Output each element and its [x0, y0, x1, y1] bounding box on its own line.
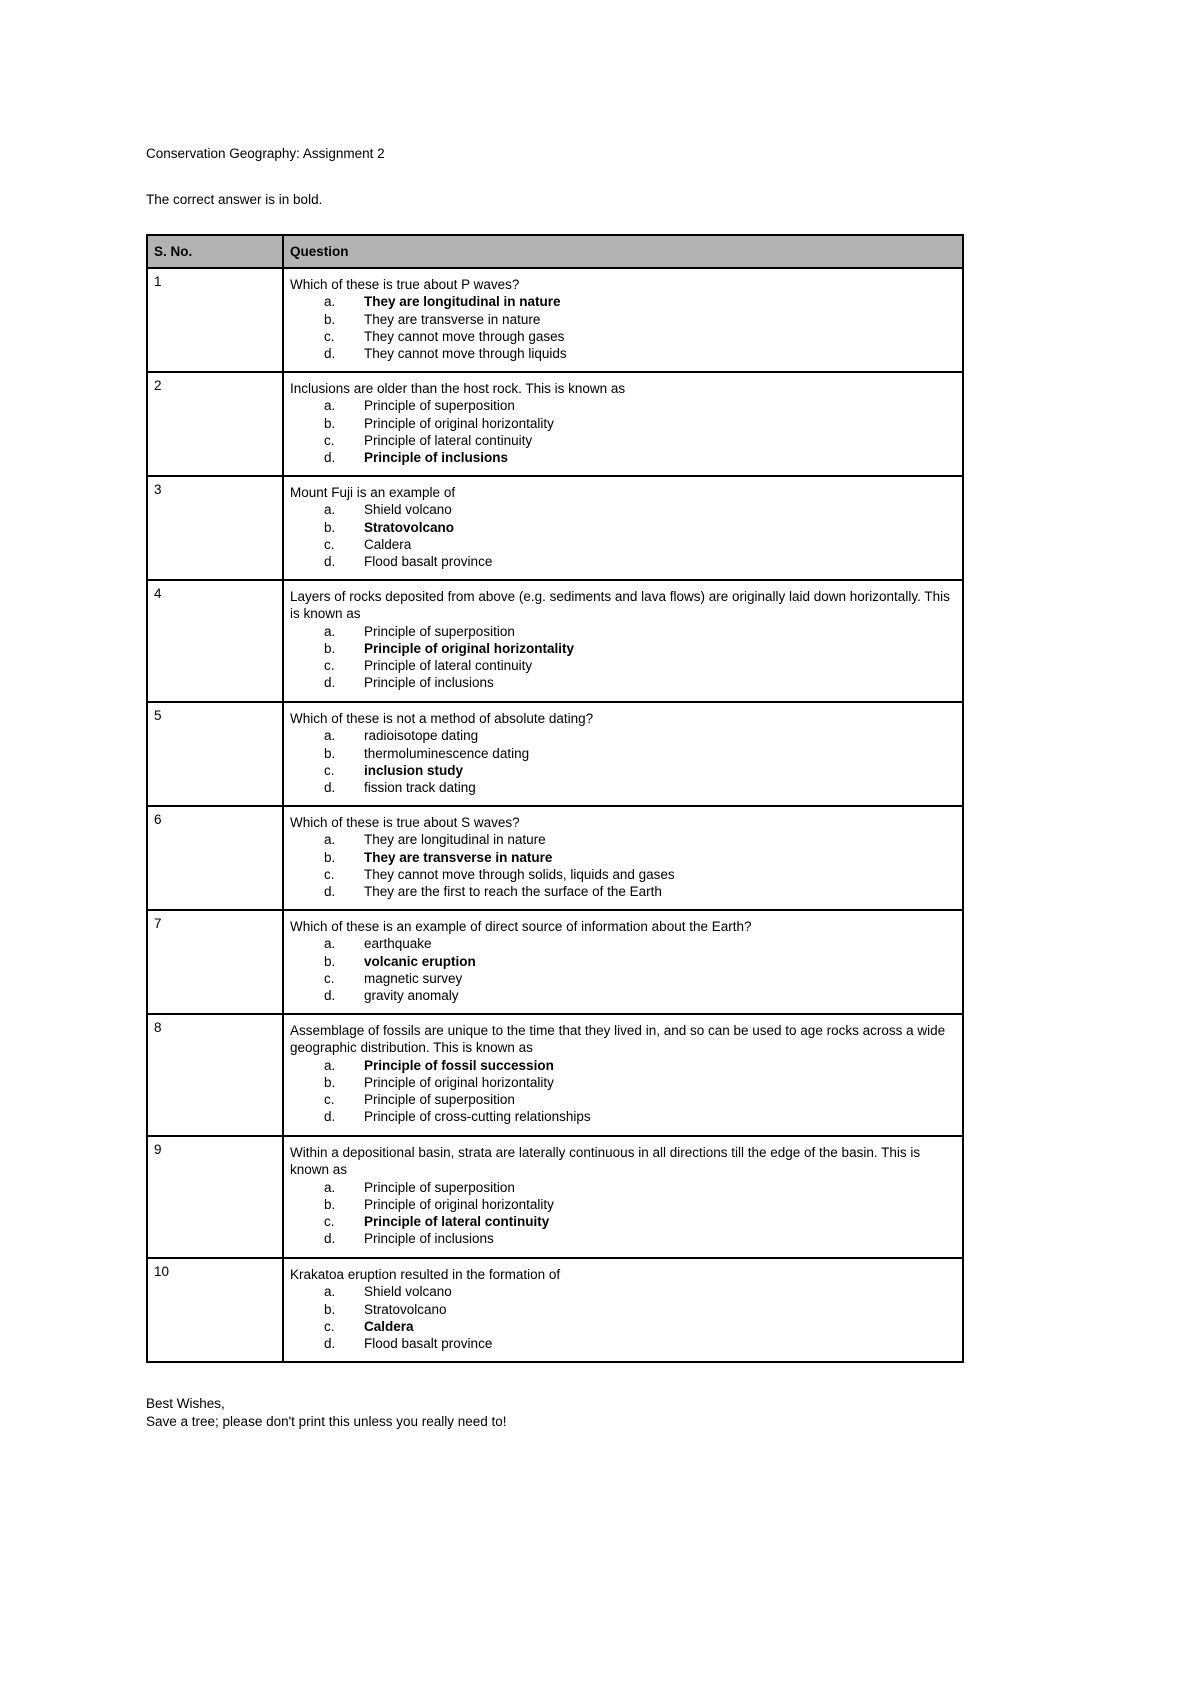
answer-option — [324, 1108, 956, 1125]
answer-option-correct — [324, 849, 956, 866]
answer-option — [324, 415, 956, 432]
question-number: 2 — [147, 372, 283, 476]
answer-options — [290, 935, 956, 1004]
option-letter: a. — [324, 1284, 336, 1300]
answer-option — [324, 883, 956, 900]
answer-note: The correct answer is in bold. — [146, 192, 323, 207]
option-letter: b. — [324, 519, 336, 535]
answer-option — [324, 657, 956, 674]
option-letter: a. — [324, 294, 336, 310]
option-text: Principle of inclusions — [364, 450, 509, 466]
answer-option — [324, 674, 956, 691]
answer-options — [290, 501, 956, 570]
question-text: Within a depositional basin, strata are laterally continuous in all directions till the edge of the basin. This is known as — [290, 1145, 921, 1178]
option-text: Flood basalt province — [364, 1336, 493, 1352]
answer-option — [324, 623, 956, 640]
option-letter: b. — [324, 1074, 336, 1090]
question-number: 9 — [147, 1136, 283, 1258]
question-cell — [283, 806, 963, 910]
answer-options — [290, 623, 956, 692]
option-text: They are transverse in nature — [364, 849, 553, 865]
answer-option — [324, 432, 956, 449]
answer-option-correct — [324, 1318, 956, 1335]
question-cell — [283, 476, 963, 580]
option-letter: c. — [324, 536, 335, 552]
question-text: Krakatoa eruption resulted in the formation of — [290, 1267, 561, 1282]
answer-option — [324, 866, 956, 883]
answer-option — [324, 311, 956, 328]
table-row — [147, 1258, 963, 1362]
question-cell — [283, 580, 963, 702]
question-number: 8 — [147, 1014, 283, 1136]
answer-option — [324, 779, 956, 796]
questions-table — [146, 234, 964, 1363]
table-row — [147, 1136, 963, 1258]
option-text: fission track dating — [364, 780, 476, 796]
question-number: 6 — [147, 806, 283, 910]
question-number: 3 — [147, 476, 283, 580]
answer-option — [324, 935, 956, 952]
option-text: Stratovolcano — [364, 519, 455, 535]
question-number: 7 — [147, 910, 283, 1014]
option-text: radioisotope dating — [364, 728, 479, 744]
option-text: Principle of inclusions — [364, 675, 494, 691]
answer-option — [324, 536, 956, 553]
option-text: Principle of original horizontality — [364, 415, 554, 431]
answer-option — [324, 987, 956, 1004]
option-letter: c. — [324, 762, 335, 778]
footer-greeting: Best Wishes, — [146, 1396, 225, 1411]
option-letter: d. — [324, 554, 336, 570]
option-letter: b. — [324, 745, 336, 761]
option-text: Flood basalt province — [364, 554, 493, 570]
table-row — [147, 910, 963, 1014]
answer-option-correct — [324, 519, 956, 536]
option-letter: c. — [324, 866, 335, 882]
answer-option-correct — [324, 293, 956, 310]
option-letter: c. — [324, 432, 335, 448]
option-text: Principle of original horizontality — [364, 1196, 554, 1212]
answer-option — [324, 745, 956, 762]
footer — [146, 1395, 507, 1431]
question-text: Assemblage of fossils are unique to the time that they lived in, and so can be used to age rocks across a wide geographic distribution. This is known as — [290, 1023, 946, 1056]
answer-option — [324, 970, 956, 987]
table-row — [147, 476, 963, 580]
option-text: earthquake — [364, 936, 432, 952]
option-text: inclusion study — [364, 762, 464, 778]
answer-option-correct — [324, 1057, 956, 1074]
answer-option — [324, 1179, 956, 1196]
option-letter: d. — [324, 1231, 336, 1247]
option-text: They are longitudinal in nature — [364, 832, 546, 848]
option-text: They are the first to reach the surface of the Earth — [364, 884, 662, 900]
question-text: Layers of rocks deposited from above (e.g. sediments and lava flows) are originally laid down horizontally. This is known as — [290, 589, 950, 622]
table-header-row — [147, 235, 963, 268]
header-question: Question — [283, 235, 963, 268]
option-letter: d. — [324, 450, 336, 466]
option-letter: c. — [324, 658, 335, 674]
answer-option-correct — [324, 953, 956, 970]
question-cell — [283, 268, 963, 372]
option-text: Principle of lateral continuity — [364, 1214, 550, 1230]
answer-option — [324, 1074, 956, 1091]
option-text: Stratovolcano — [364, 1301, 447, 1317]
answer-option-correct — [324, 1213, 956, 1230]
question-cell — [283, 1136, 963, 1258]
question-cell — [283, 1258, 963, 1362]
option-text: Principle of lateral continuity — [364, 658, 533, 674]
question-text: Which of these is not a method of absolute dating? — [290, 711, 594, 726]
option-text: thermoluminescence dating — [364, 745, 530, 761]
document-title: Conservation Geography: Assignment 2 — [146, 146, 385, 161]
table-row — [147, 268, 963, 372]
header-serial-number: S. No. — [147, 235, 283, 268]
option-letter: c. — [324, 1318, 335, 1334]
option-letter: b. — [324, 849, 336, 865]
answer-options — [290, 293, 956, 362]
option-letter: a. — [324, 832, 336, 848]
answer-options — [290, 727, 956, 796]
option-letter: c. — [324, 970, 335, 986]
question-number: 10 — [147, 1258, 283, 1362]
option-text: Principle of inclusions — [364, 1231, 494, 1247]
option-text: Principle of original horizontality — [364, 640, 575, 656]
question-text: Which of these is an example of direct source of information about the Earth? — [290, 919, 752, 934]
option-letter: b. — [324, 1196, 336, 1212]
answer-option — [324, 727, 956, 744]
option-letter: b. — [324, 415, 336, 431]
answer-option — [324, 501, 956, 518]
option-text: magnetic survey — [364, 970, 463, 986]
answer-option — [324, 1091, 956, 1108]
option-text: volcanic eruption — [364, 953, 476, 969]
option-text: gravity anomaly — [364, 988, 459, 1004]
answer-option — [324, 397, 956, 414]
answer-option — [324, 328, 956, 345]
question-text: Which of these is true about S waves? — [290, 815, 520, 830]
table-row — [147, 702, 963, 806]
option-text: They are longitudinal in nature — [364, 294, 561, 310]
option-text: They cannot move through gases — [364, 328, 565, 344]
option-letter: a. — [324, 502, 336, 518]
answer-option — [324, 1301, 956, 1318]
option-letter: a. — [324, 936, 336, 952]
option-letter: a. — [324, 1057, 336, 1073]
option-letter: c. — [324, 1092, 335, 1108]
table-row — [147, 372, 963, 476]
option-letter: d. — [324, 780, 336, 796]
option-text: Principle of cross-cutting relationships — [364, 1109, 591, 1125]
question-number: 1 — [147, 268, 283, 372]
option-text: They cannot move through liquids — [364, 346, 567, 362]
option-letter: d. — [324, 1336, 336, 1352]
option-text: Principle of superposition — [364, 1179, 515, 1195]
option-letter: b. — [324, 311, 336, 327]
questions-body — [147, 268, 963, 1362]
option-text: Shield volcano — [364, 502, 452, 518]
question-number: 5 — [147, 702, 283, 806]
option-text: They cannot move through solids, liquids and gases — [364, 866, 675, 882]
option-text: Principle of original horizontality — [364, 1074, 554, 1090]
answer-options — [290, 1057, 956, 1126]
option-letter: d. — [324, 675, 336, 691]
answer-options — [290, 1179, 956, 1248]
answer-option — [324, 1230, 956, 1247]
option-letter: a. — [324, 623, 336, 639]
question-text: Which of these is true about P waves? — [290, 277, 520, 292]
option-letter: a. — [324, 398, 336, 414]
question-cell — [283, 372, 963, 476]
answer-option — [324, 1196, 956, 1213]
option-text: Principle of superposition — [364, 398, 515, 414]
option-letter: b. — [324, 1301, 336, 1317]
option-text: They are transverse in nature — [364, 311, 541, 327]
table-row — [147, 806, 963, 910]
option-text: Caldera — [364, 536, 412, 552]
option-text: Caldera — [364, 1318, 414, 1334]
option-text: Shield volcano — [364, 1284, 452, 1300]
question-text: Inclusions are older than the host rock. This is known as — [290, 381, 626, 396]
answer-option-correct — [324, 762, 956, 779]
option-text: Principle of fossil succession — [364, 1057, 554, 1073]
option-text: Principle of superposition — [364, 623, 515, 639]
answer-option-correct — [324, 640, 956, 657]
question-number: 4 — [147, 580, 283, 702]
option-letter: d. — [324, 1109, 336, 1125]
answer-option — [324, 345, 956, 362]
answer-option-correct — [324, 449, 956, 466]
option-letter: b. — [324, 953, 336, 969]
option-text: Principle of lateral continuity — [364, 432, 533, 448]
option-letter: d. — [324, 346, 336, 362]
question-text: Mount Fuji is an example of — [290, 485, 456, 500]
option-letter: d. — [324, 884, 336, 900]
question-cell — [283, 702, 963, 806]
option-letter: a. — [324, 728, 336, 744]
option-text: Principle of superposition — [364, 1092, 515, 1108]
answer-option — [324, 831, 956, 848]
table-row — [147, 580, 963, 702]
answer-option — [324, 1335, 956, 1352]
footer-print-note: Save a tree; please don't print this unless you really need to! — [146, 1414, 507, 1429]
option-letter: c. — [324, 1214, 335, 1230]
option-letter: d. — [324, 988, 336, 1004]
question-cell — [283, 910, 963, 1014]
table-row — [147, 1014, 963, 1136]
answer-options — [290, 831, 956, 900]
answer-option — [324, 1283, 956, 1300]
option-letter: c. — [324, 328, 335, 344]
question-cell — [283, 1014, 963, 1136]
answer-option — [324, 553, 956, 570]
option-letter: b. — [324, 640, 336, 656]
answer-options — [290, 1283, 956, 1352]
answer-options — [290, 397, 956, 466]
option-letter: a. — [324, 1179, 336, 1195]
